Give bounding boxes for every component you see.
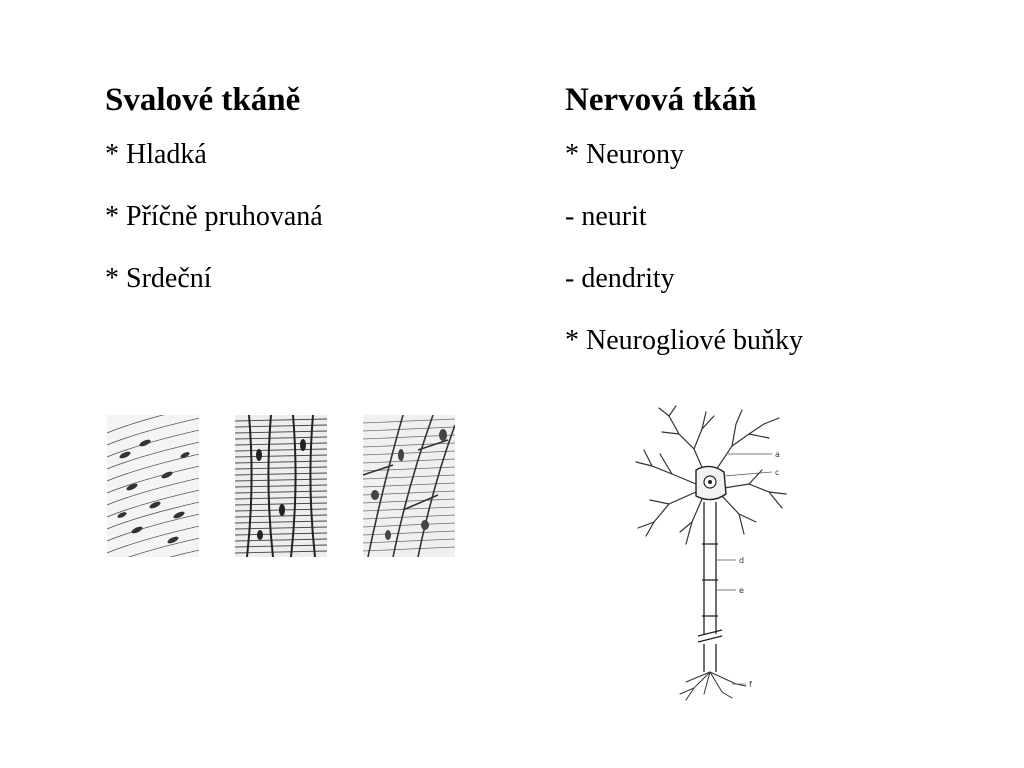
muscle-tissue-section bbox=[105, 78, 525, 324]
neuron-label-a: a bbox=[775, 450, 780, 459]
dendrites-item: - dendrity bbox=[565, 263, 675, 294]
smooth-muscle-illustration bbox=[107, 415, 199, 557]
muscle-tissue-heading: Svalové tkáně bbox=[105, 82, 301, 118]
neurons-item: * Neurony bbox=[565, 139, 684, 170]
nerve-tissue-heading: Nervová tkáň bbox=[565, 82, 757, 118]
neuron-label-e: e bbox=[739, 586, 744, 595]
neuron-label-f: f bbox=[749, 680, 752, 689]
smooth-muscle-item: * Hladká bbox=[105, 139, 207, 170]
striated-muscle-illustration bbox=[235, 415, 327, 557]
neuron-label-d: d bbox=[739, 556, 745, 565]
cardiac-muscle-illustration bbox=[363, 415, 455, 557]
neuroglia-item: * Neurogliové buňky bbox=[565, 325, 803, 356]
neuron-label-c: c bbox=[775, 468, 780, 477]
nerve-tissue-section bbox=[565, 78, 1005, 386]
neuron-illustration bbox=[624, 404, 794, 704]
striated-muscle-item: * Příčně pruhovaná bbox=[105, 201, 323, 232]
cardiac-muscle-item: * Srdeční bbox=[105, 263, 212, 294]
neurite-item: - neurit bbox=[565, 201, 647, 232]
